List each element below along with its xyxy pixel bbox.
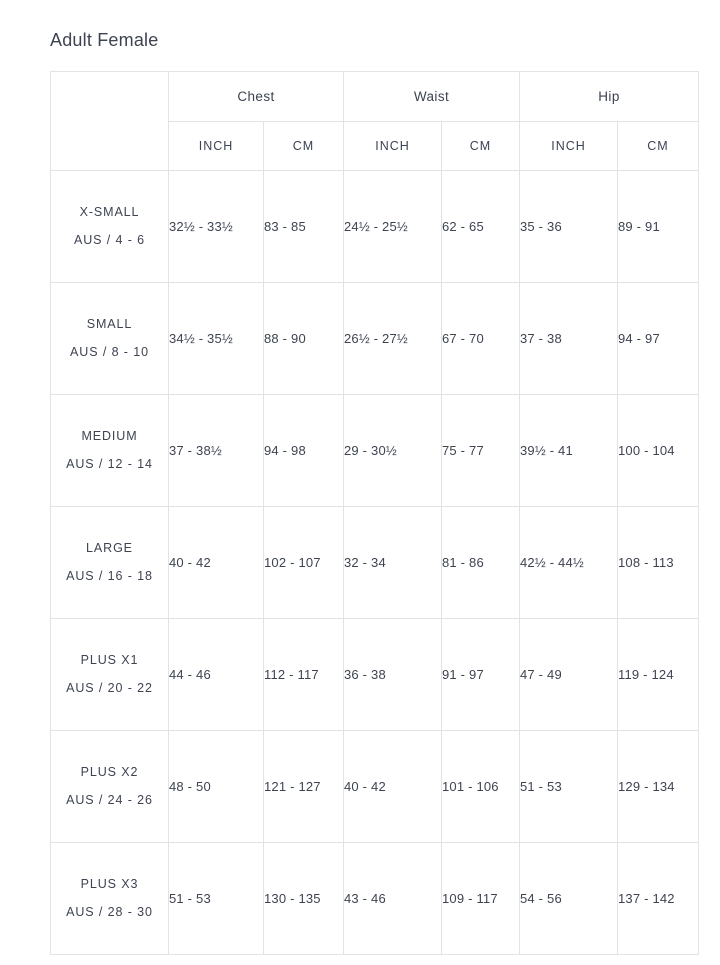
cell-hip-inch: 42½ - 44½ bbox=[520, 507, 618, 619]
cell-waist-inch: 24½ - 25½ bbox=[344, 171, 442, 283]
cell-chest-inch: 32½ - 33½ bbox=[169, 171, 264, 283]
group-header-waist: Waist bbox=[344, 72, 520, 122]
table-row bbox=[51, 619, 699, 731]
cell-chest-cm: 112 - 117 bbox=[264, 619, 344, 731]
group-header-row bbox=[51, 72, 699, 122]
cell-waist-cm: 62 - 65 bbox=[442, 171, 520, 283]
unit-header-waist-inch: INCH bbox=[344, 122, 442, 171]
row-aus-size: AUS / 24 - 26 bbox=[66, 792, 153, 807]
cell-chest-cm: 121 - 127 bbox=[264, 731, 344, 843]
cell-waist-cm: 101 - 106 bbox=[442, 731, 520, 843]
cell-hip-cm: 119 - 124 bbox=[618, 619, 699, 731]
cell-waist-cm: 81 - 86 bbox=[442, 507, 520, 619]
cell-chest-inch: 51 - 53 bbox=[169, 843, 264, 955]
unit-header-chest-inch: INCH bbox=[169, 122, 264, 171]
row-size-name: MEDIUM bbox=[81, 428, 138, 443]
cell-waist-inch: 43 - 46 bbox=[344, 843, 442, 955]
table-row bbox=[51, 843, 699, 955]
cell-waist-inch: 29 - 30½ bbox=[344, 395, 442, 507]
table-row bbox=[51, 283, 699, 395]
cell-hip-cm: 137 - 142 bbox=[618, 843, 699, 955]
unit-header-chest-cm: CM bbox=[264, 122, 344, 171]
cell-chest-inch: 37 - 38½ bbox=[169, 395, 264, 507]
group-header-chest: Chest bbox=[169, 72, 344, 122]
corner-cell bbox=[51, 72, 169, 171]
table-row bbox=[51, 171, 699, 283]
page-title: Adult Female bbox=[50, 30, 159, 50]
unit-header-hip-inch: INCH bbox=[520, 122, 618, 171]
cell-waist-cm: 75 - 77 bbox=[442, 395, 520, 507]
row-aus-size: AUS / 4 - 6 bbox=[73, 232, 146, 247]
cell-waist-inch: 40 - 42 bbox=[344, 731, 442, 843]
row-label bbox=[51, 395, 169, 507]
cell-hip-cm: 108 - 113 bbox=[618, 507, 699, 619]
row-label bbox=[51, 619, 169, 731]
row-label bbox=[51, 283, 169, 395]
cell-hip-cm: 129 - 134 bbox=[618, 731, 699, 843]
cell-chest-inch: 34½ - 35½ bbox=[169, 283, 264, 395]
cell-hip-inch: 47 - 49 bbox=[520, 619, 618, 731]
cell-waist-inch: 32 - 34 bbox=[344, 507, 442, 619]
cell-hip-inch: 54 - 56 bbox=[520, 843, 618, 955]
row-aus-size: AUS / 20 - 22 bbox=[66, 680, 153, 695]
cell-chest-cm: 102 - 107 bbox=[264, 507, 344, 619]
cell-chest-cm: 83 - 85 bbox=[264, 171, 344, 283]
table-row bbox=[51, 395, 699, 507]
row-label bbox=[51, 843, 169, 955]
row-label bbox=[51, 171, 169, 283]
cell-chest-cm: 94 - 98 bbox=[264, 395, 344, 507]
row-size-name: X-SMALL bbox=[79, 204, 140, 219]
row-label bbox=[51, 507, 169, 619]
group-header-hip: Hip bbox=[520, 72, 699, 122]
cell-hip-inch: 37 - 38 bbox=[520, 283, 618, 395]
row-size-name: PLUS X1 bbox=[80, 652, 139, 667]
cell-waist-inch: 26½ - 27½ bbox=[344, 283, 442, 395]
unit-header-waist-cm: CM bbox=[442, 122, 520, 171]
cell-hip-inch: 35 - 36 bbox=[520, 171, 618, 283]
row-size-name: PLUS X2 bbox=[80, 764, 139, 779]
cell-chest-cm: 88 - 90 bbox=[264, 283, 344, 395]
cell-hip-inch: 39½ - 41 bbox=[520, 395, 618, 507]
cell-waist-cm: 109 - 117 bbox=[442, 843, 520, 955]
size-table-container bbox=[50, 71, 698, 955]
row-aus-size: AUS / 28 - 30 bbox=[66, 904, 153, 919]
cell-hip-inch: 51 - 53 bbox=[520, 731, 618, 843]
row-size-name: SMALL bbox=[86, 316, 133, 331]
table-row bbox=[51, 731, 699, 843]
row-size-name: LARGE bbox=[86, 540, 133, 555]
cell-chest-inch: 48 - 50 bbox=[169, 731, 264, 843]
cell-chest-inch: 40 - 42 bbox=[169, 507, 264, 619]
table-head bbox=[51, 72, 699, 171]
cell-waist-inch: 36 - 38 bbox=[344, 619, 442, 731]
cell-waist-cm: 91 - 97 bbox=[442, 619, 520, 731]
size-table bbox=[50, 71, 699, 955]
row-label bbox=[51, 731, 169, 843]
row-aus-size: AUS / 12 - 14 bbox=[66, 456, 153, 471]
row-aus-size: AUS / 16 - 18 bbox=[66, 568, 153, 583]
row-aus-size: AUS / 8 - 10 bbox=[70, 344, 149, 359]
cell-chest-inch: 44 - 46 bbox=[169, 619, 264, 731]
row-size-name: PLUS X3 bbox=[80, 876, 139, 891]
unit-header-hip-cm: CM bbox=[618, 122, 699, 171]
cell-chest-cm: 130 - 135 bbox=[264, 843, 344, 955]
cell-hip-cm: 94 - 97 bbox=[618, 283, 699, 395]
table-body bbox=[51, 171, 699, 955]
table-row bbox=[51, 507, 699, 619]
cell-hip-cm: 100 - 104 bbox=[618, 395, 699, 507]
cell-waist-cm: 67 - 70 bbox=[442, 283, 520, 395]
cell-hip-cm: 89 - 91 bbox=[618, 171, 699, 283]
